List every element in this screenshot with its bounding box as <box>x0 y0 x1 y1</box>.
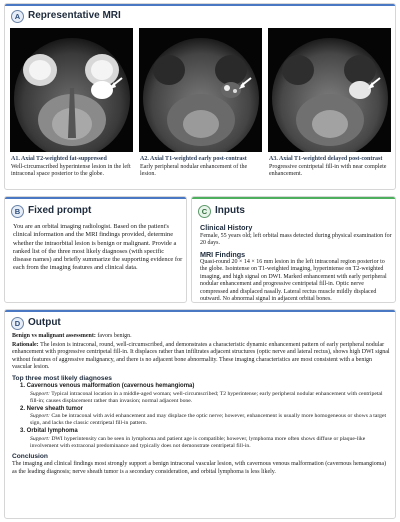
caption-a1-text: Well-circumscribed hyperintense lesion in the left intraconal space posterior to the globe. <box>11 163 131 178</box>
caption-a2 <box>140 156 264 179</box>
caption-a3-text: Progressive centripetal fill-in with near complete enhancement. <box>269 163 387 178</box>
panel-output <box>4 309 396 519</box>
clinical-history-heading: Clinical History <box>200 223 253 232</box>
caption-a1-heading: A1. Axial T2-weighted fat-suppressed <box>11 156 107 162</box>
conclusion-heading: Conclusion <box>12 452 48 460</box>
output-content <box>12 333 392 476</box>
panel-b-badge: B <box>11 205 24 218</box>
support-label: Support: <box>30 435 50 442</box>
assessment-value: favors benign. <box>97 333 132 339</box>
panel-a-accent-bar <box>5 4 395 6</box>
support-text: Can be intraconal with avid enhancement and may displace the optic nerve; however, enhancement is usually more homogeneous or shows a target sign, and lacks the classic centripetal fill-in pattern. <box>30 413 387 426</box>
prompt-text: You are an orbital imaging radiologist. Based on the patient's clinical information and the MRI findings provided, determine whether the intraorbital lesion is benign or malignant. Provide a ranked list of the three most likely diagnoses (with specific disease names) and briefly summarize the supporting evidence for each from the imaging features and clinical data. <box>13 223 183 272</box>
panel-d-title: Output <box>28 317 61 328</box>
diagnosis-support <box>30 436 392 450</box>
panel-fixed-prompt <box>4 196 187 303</box>
panel-c-accent-bar <box>192 197 395 199</box>
caption-a1 <box>11 156 135 179</box>
assessment-label: Benign vs malignant assessment: <box>12 333 96 339</box>
panel-inputs <box>191 196 396 303</box>
panel-c-badge: C <box>198 205 211 218</box>
mri-image-t1-early <box>139 28 262 152</box>
panel-b-title: Fixed prompt <box>28 205 92 216</box>
caption-a3 <box>269 156 393 179</box>
diagnosis-name: 1. Cavernous venous malformation (cavernous hemangioma) <box>20 383 195 389</box>
panel-a-title: Representative MRI <box>28 10 121 21</box>
diagnosis-item <box>20 406 392 428</box>
mri-findings-text: Quasi-round 20 × 14 × 16 mm lesion in the left intraconal region posterior to the globe. Isointense on T1-weighted imaging, hyperintense on T2-weighted imaging, and high signal on DWI. Marked enhancement with early peripheral nodular enhancement and progressive centripetal fill-in. Optic nerve compressed and displaced nasally. Lateral rectus muscle mildly displaced outward. No abnormal signal in adjacent orbital bones. <box>200 259 387 303</box>
caption-a2-heading: A2. Axial T1-weighted early post-contrast <box>140 156 247 162</box>
caption-a2-text: Early peripheral nodular enhancement of the lesion. <box>140 163 248 178</box>
rationale-label: Rationale: <box>12 341 39 348</box>
panel-d-badge: D <box>11 317 24 330</box>
support-label: Support: <box>30 413 50 419</box>
diagnosis-support <box>30 413 392 427</box>
mri-image-t1-delayed <box>268 28 391 152</box>
diagnosis-item <box>20 383 392 405</box>
diagnosis-support <box>30 391 392 405</box>
assessment-line <box>12 333 392 341</box>
diagnosis-name: 3. Orbital lymphoma <box>20 428 78 434</box>
diagnosis-name: 2. Nerve sheath tumor <box>20 405 84 412</box>
top3-heading: Top three most likely diagnoses <box>12 374 112 382</box>
panel-b-accent-bar <box>5 197 186 199</box>
panel-c-title: Inputs <box>215 205 245 216</box>
clinical-history-text: Female, 55 years old; left orbital mass detected during physical examination for 20 days. <box>200 233 392 247</box>
rationale-text: The lesion is intraconal, round, well-circumscribed, and demonstrates a characteristic dynamic enhancement pattern of early peripheral nodular enhancement with progressive centripetal fill-in. It displaces rather than infiltrates adjacent structures (optic nerve and lateral rectus), shows high DWI signal without features of aggressive malignancy, and there is no adjacent bone abnormality. These imaging characteristics are most consistent with a benign vascular lesion. <box>12 341 390 370</box>
conclusion-text: The imaging and clinical findings most strongly support a benign intraconal vascular lesion, with cavernous venous malformation (cavernous hemangioma) as the leading diagnosis; nerve sheath tumor is a secondary consideration, and orbital lymphoma is less likely. <box>12 461 387 475</box>
mri-image-t2 <box>10 28 133 152</box>
support-text: DWI hyperintensity can be seen in lymphoma and patient age is compatible; however, lymphoma more often shows diffuse or plaque-like involvement with extraconal predominance and typically does not demonstrate centripetal fill-in. <box>30 435 366 449</box>
panel-d-accent-bar <box>5 310 395 312</box>
panel-a-badge: A <box>11 10 24 23</box>
mri-findings-heading: MRI Findings <box>200 250 246 259</box>
rationale-line <box>12 342 392 372</box>
support-label: Support: <box>30 390 50 397</box>
caption-a3-heading: A3. Axial T1-weighted delayed post-contrast <box>269 156 383 162</box>
support-text: Typical intraconal location in a middle-aged woman; well-circumscribed; T2 hyperintense; early peripheral nodular enhancement with centripetal fill-in; causes displacement rather than invasion; normal adjacent bone. <box>30 390 383 404</box>
panel-representative-mri <box>4 3 396 190</box>
diagnosis-item <box>20 428 392 450</box>
